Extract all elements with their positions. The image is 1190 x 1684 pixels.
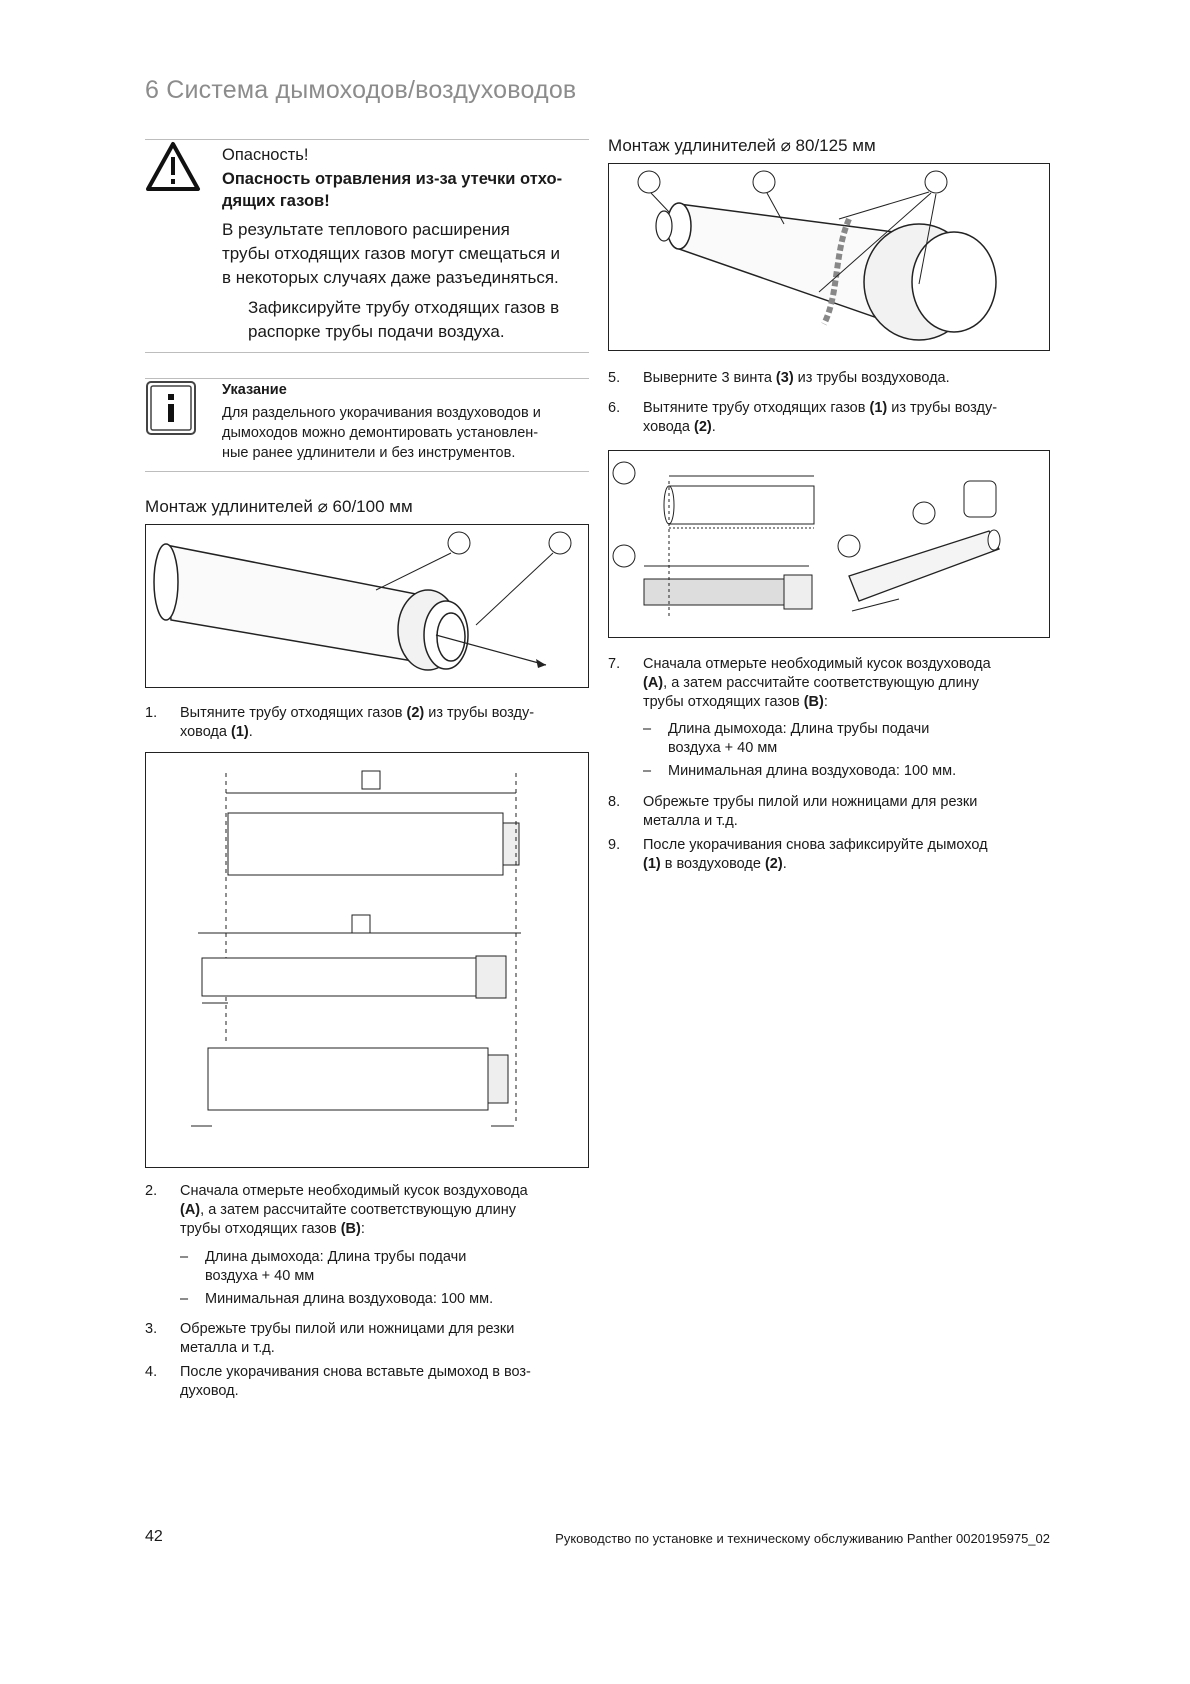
figure-80-measure xyxy=(608,450,1050,638)
figure-60-measure xyxy=(145,752,589,1168)
note-line1: Для раздельного укорачивания воздуховодов и xyxy=(222,405,541,421)
screws-illustration xyxy=(609,164,1049,350)
danger-body-line1: В результате теплового расширения xyxy=(222,220,510,239)
danger-bottom-rule xyxy=(145,352,589,353)
section-60-heading: Монтаж удлинителей ⌀ 60/100 мм xyxy=(145,497,413,516)
figure-80-screws xyxy=(608,163,1050,351)
danger-body-line3: в некоторых случаях даже разъединяться. xyxy=(222,268,559,287)
measure-illustration xyxy=(146,753,588,1167)
measure-80-illustration xyxy=(609,451,1049,637)
chapter-title: 6 Система дымоходов/воздуховодов xyxy=(145,76,577,104)
danger-subtitle-line2: дящих газов! xyxy=(222,192,330,210)
note-line2: дымоходов можно демонтировать установлен- xyxy=(222,425,539,441)
danger-action-line1: Зафиксируйте трубу отходящих газов в xyxy=(248,298,560,317)
danger-action-line2: распорке трубы подачи воздуха. xyxy=(248,322,505,341)
note-line3: ные ранее удлинители и без инструментов. xyxy=(222,445,516,461)
note-bottom-rule xyxy=(145,471,589,472)
danger-top-rule xyxy=(145,139,589,140)
danger-title: Опасность! xyxy=(222,146,309,164)
pipe-extension-illustration xyxy=(146,525,588,687)
document-title: Руководство по установке и техническому обслуживанию Panther 0020195975_02 xyxy=(555,1531,1050,1546)
note-top-rule xyxy=(145,378,589,379)
info-icon xyxy=(145,380,197,436)
section-80-heading: Монтаж удлинителей ⌀ 80/125 мм xyxy=(608,136,876,155)
warning-triangle-icon xyxy=(145,141,201,193)
page-number: 42 xyxy=(145,1528,163,1545)
note-title: Указание xyxy=(222,382,287,398)
figure-60-extension xyxy=(145,524,589,688)
danger-body-line2: трубы отходящих газов могут смещаться и xyxy=(222,244,561,263)
danger-subtitle-line1: Опасность отравления из-за утечки отхо- xyxy=(222,170,563,188)
